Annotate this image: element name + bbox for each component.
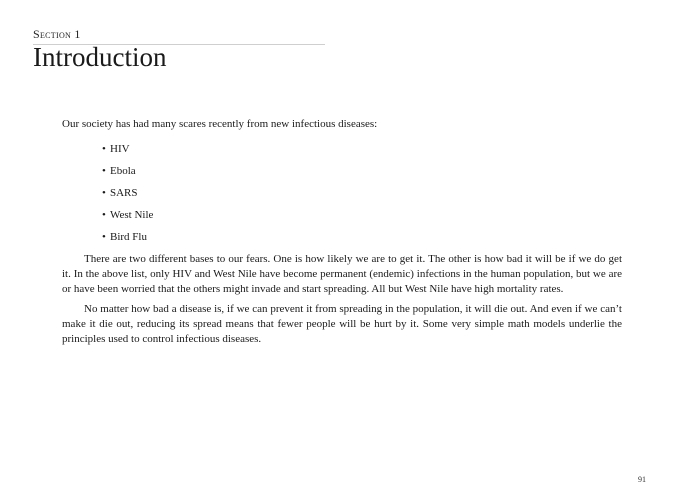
bullet-icon: • [102,209,106,221]
list-item [102,142,622,157]
bullet-icon: • [102,143,106,155]
section-label: Section 1 [33,27,81,41]
list-item-label: Bird Flu [110,231,147,243]
list-item-label: West Nile [110,209,154,221]
disease-list [62,142,622,245]
list-item [102,164,622,179]
list-item-label: HIV [110,143,130,155]
intro-paragraph: Our society has had many scares recently from new infectious diseases: [62,118,378,130]
page-title: Introduction [33,42,167,72]
bullet-icon: • [102,165,106,177]
bullet-icon: • [102,187,106,199]
list-item [102,230,622,245]
list-item [102,186,622,201]
bullet-icon: • [102,231,106,243]
list-item-label: Ebola [110,165,136,177]
list-item-label: SARS [110,187,138,199]
page-number: 91 [638,475,646,484]
list-item [102,208,622,223]
document-body [62,117,622,347]
body-paragraph: No matter how bad a disease is, if we can prevent it from spreading in the population, it will die out. And even if we can’t make it die out, reducing its spread means that fewer people will be hurt by it. Some very simple math models underlie the principles used to control infectious diseases. [62,303,622,345]
body-paragraph: There are two different bases to our fears. One is how likely we are to get it. The other is how bad it will be if we do get it. In the above list, only HIV and West Nile have become permanent (endemic) infections in the human population, but we are or have been worried that the others might invade and start spreading. All but West Nile have high mortality rates. [62,253,622,295]
